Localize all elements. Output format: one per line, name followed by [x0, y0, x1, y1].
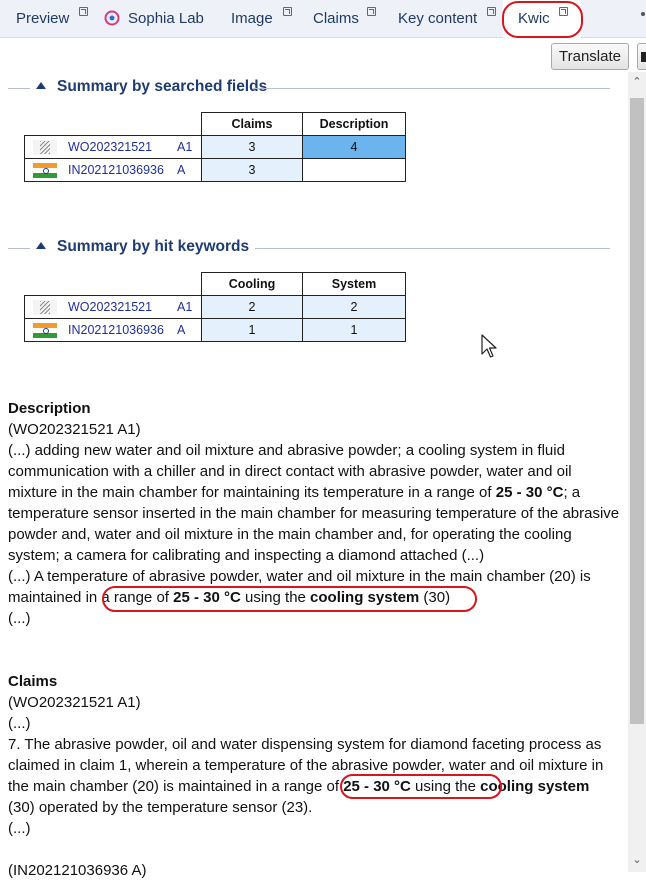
count-cell[interactable]: 3 — [202, 136, 303, 159]
tab-image[interactable] — [231, 0, 273, 38]
patent-number-link[interactable]: WO202321521 — [68, 140, 153, 154]
tab-key-content[interactable] — [398, 0, 477, 38]
patent-number-link[interactable]: IN202121036936 — [68, 323, 164, 337]
divider — [8, 248, 30, 249]
external-link-icon[interactable] — [367, 7, 376, 16]
external-link-icon[interactable] — [559, 7, 568, 16]
claims-next-source: (IN202121036936 A) — [8, 862, 147, 879]
collapse-triangle-icon[interactable] — [36, 242, 46, 249]
kind-code: A1 — [177, 140, 193, 154]
table-row — [25, 159, 406, 182]
print-icon[interactable] — [637, 43, 646, 70]
table-row — [25, 319, 406, 342]
patent-number-link[interactable]: IN202121036936 — [68, 163, 164, 177]
count-cell[interactable]: 1 — [202, 319, 303, 342]
kind-code: A — [177, 323, 186, 337]
count-cell[interactable]: 1 — [303, 319, 406, 342]
count-cell[interactable]: 3 — [202, 159, 303, 182]
summary-fields-title: Summary by searched fields — [57, 78, 268, 95]
tab-bar — [0, 0, 646, 38]
tab-sophia-lab-label: Sophia Lab — [128, 10, 204, 27]
tab-kwic[interactable] — [503, 0, 581, 38]
summary-fields-table — [24, 112, 406, 182]
description-paragraph: (...) A temperature of abrasive powder, water and oil mixture in the main chamber (20) is maintained in a range of 25 - 30 °C using the cooling system (30) — [8, 568, 591, 606]
tab-claims[interactable] — [313, 0, 359, 38]
india-flag-icon — [33, 163, 57, 178]
description-source: (WO202321521 A1) — [8, 421, 141, 438]
description-ellipsis: (...) — [8, 610, 31, 627]
more-dot-icon — [641, 12, 645, 16]
divider — [8, 88, 30, 89]
external-link-icon[interactable] — [79, 7, 88, 16]
claims-ellipsis: (...) — [8, 820, 31, 837]
tab-preview[interactable] — [16, 0, 69, 38]
column-header: Claims — [202, 113, 303, 136]
claim-paragraph: 7. The abrasive powder, oil and water dispensing system for diamond faceting process as claimed in claim 1, wherein a temperature of the abrasive powder, water and oil mixture in the main chamber (20) is maintained in a range of 25 - 30 °C using the cooling system (30) operated by the temperature sensor (23). — [8, 736, 604, 816]
scroll-thumb[interactable] — [630, 98, 644, 724]
column-header: Description — [303, 113, 406, 136]
kind-code: A1 — [177, 300, 193, 314]
external-link-icon[interactable] — [487, 7, 496, 16]
translate-button[interactable]: Translate — [551, 43, 629, 70]
patent-cell — [25, 159, 202, 182]
wo-flag-icon — [33, 140, 57, 155]
scroll-down-arrow-icon[interactable]: ⌄ — [632, 854, 642, 866]
patent-cell — [25, 136, 202, 159]
mouse-pointer-icon — [480, 334, 500, 360]
tab-sophia-lab[interactable] — [128, 0, 204, 38]
tab-kwic-label: Kwic — [518, 10, 550, 27]
vertical-scrollbar[interactable] — [628, 72, 646, 872]
patent-number-link[interactable]: WO202321521 — [68, 300, 153, 314]
column-header: Cooling — [202, 273, 303, 296]
patent-cell — [25, 319, 202, 342]
description-heading: Description — [8, 400, 91, 417]
tab-key-content-label: Key content — [398, 10, 478, 27]
kind-code: A — [177, 163, 186, 177]
claims-source: (WO202321521 A1) — [8, 694, 141, 711]
sophia-lab-icon — [104, 10, 120, 26]
divider — [253, 88, 610, 89]
table-row — [25, 296, 406, 319]
divider — [255, 248, 610, 249]
claims-section — [8, 671, 620, 881]
tab-claims-label: Claims — [313, 10, 359, 27]
count-cell — [303, 159, 406, 182]
tab-image-label: Image — [231, 10, 273, 27]
external-link-icon[interactable] — [283, 7, 292, 16]
summary-keywords-header[interactable] — [8, 238, 610, 258]
count-cell[interactable]: 2 — [202, 296, 303, 319]
collapse-triangle-icon[interactable] — [36, 82, 46, 89]
summary-fields-header[interactable] — [8, 78, 610, 98]
description-paragraph: (...) adding new water and oil mixture and abrasive powder; a cooling system in fluid communication with a chiller and in direct contact with abrasive powder, water and oil mixture in the main chamber for maintaining its temperature in a range of 25 - 30 °C; a temperature sensor inserted in the main chamber for measuring temperature of the abrasive powder and, water and oil mixture in the main chamber and, for operating the cooling system; a camera for calibrating and inspecting a diamond attached (...) — [8, 442, 620, 564]
tab-preview-label: Preview — [16, 10, 70, 27]
summary-keywords-table — [24, 272, 406, 342]
claims-ellipsis: (...) — [8, 715, 31, 732]
patent-cell — [25, 296, 202, 319]
summary-keywords-title: Summary by hit keywords — [57, 238, 250, 255]
column-header: System — [303, 273, 406, 296]
claims-heading: Claims — [8, 673, 58, 690]
scroll-up-arrow-icon[interactable]: ⌃ — [632, 76, 642, 88]
india-flag-icon — [33, 323, 57, 338]
table-row — [25, 136, 406, 159]
count-cell[interactable]: 2 — [303, 296, 406, 319]
wo-flag-icon — [33, 300, 57, 315]
description-section — [8, 398, 620, 629]
count-cell[interactable]: 4 — [303, 136, 406, 159]
